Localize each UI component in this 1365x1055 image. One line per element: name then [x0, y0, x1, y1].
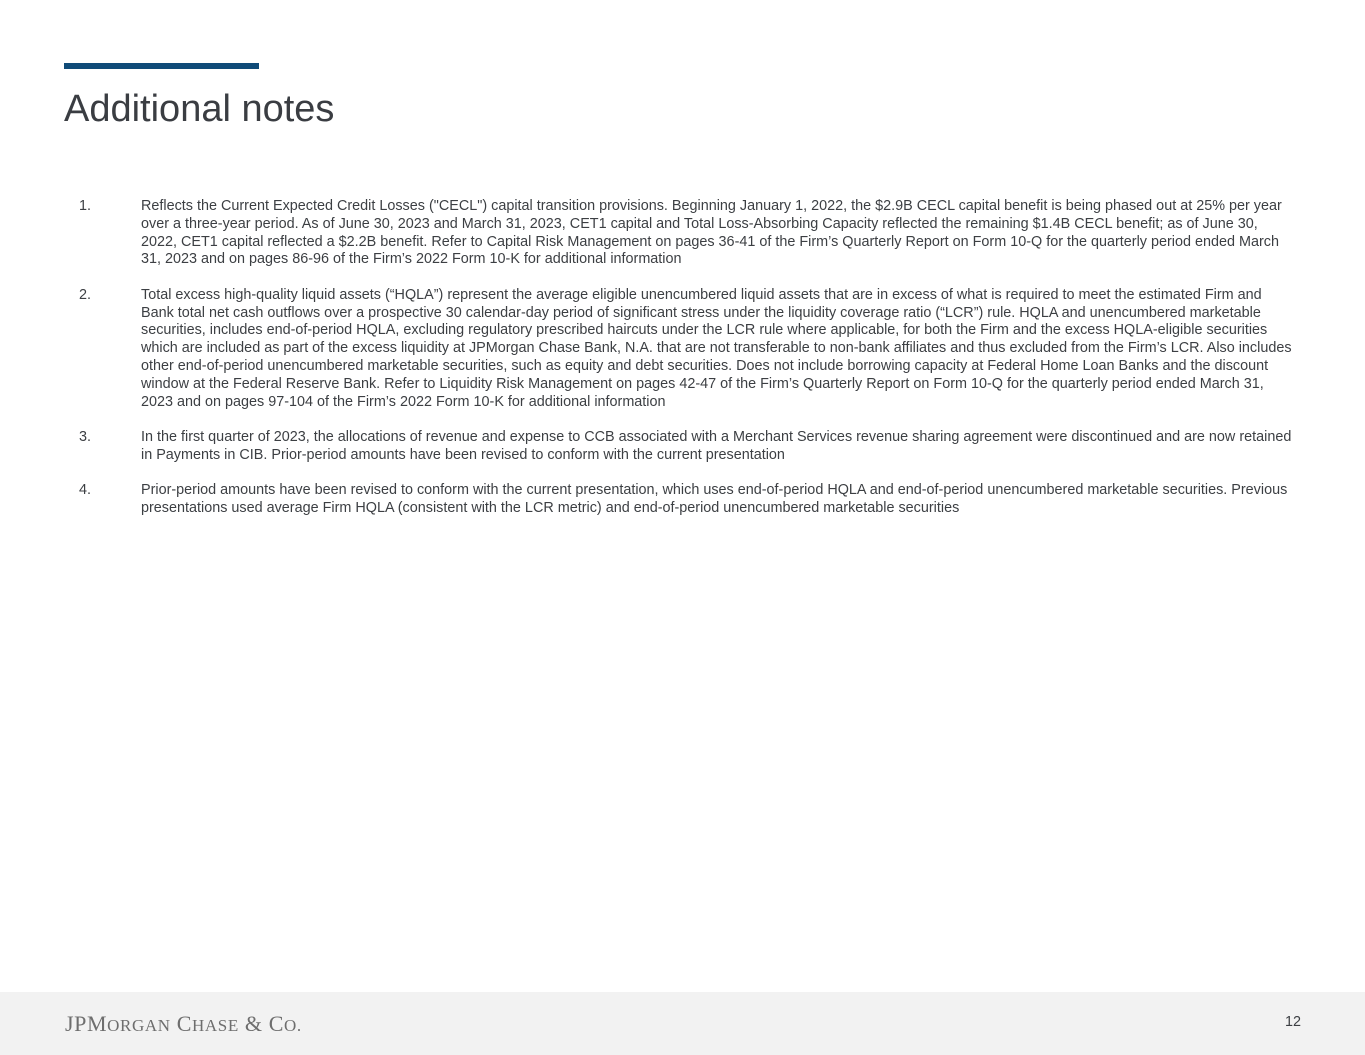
- note-text: Reflects the Current Expected Credit Losses ("CECL") capital transition provisions. Beginning January 1, 2022, the $2.9B CECL capital benefit is being phased out at 25% per year over a three-year period. As of June 30, 2023 and March 31, 2023, CET1 capital and Total Loss-Absorbing Capacity reflected the remaining $1.4B CECL benefit; as of June 30, 2022, CET1 capital reflected a $2.2B benefit. Refer to Capital Risk Management on pages 36-41 of the Firm’s Quarterly Report on Form 10-Q for the quarterly period ended March 31, 2023 and on pages 86-96 of the Firm’s 2022 Form 10-K for additional information: [141, 198, 1282, 268]
- company-logo: JPMORGAN CHASE & CO.: [65, 1011, 302, 1036]
- note-text: Prior-period amounts have been revised to conform with the current presentation, which uses end-of-period HQLA and end-of-period unencumbered marketable securities. Previous presentations used average Firm HQLA (consistent with the LCR metric) and end-of-period unencumbered marketable securities: [141, 482, 1288, 516]
- note-text: Total excess high-quality liquid assets (“HQLA”) represent the average eligible unencumbered liquid assets that are in excess of what is required to meet the estimated Firm and Bank total net cash outflows over a prospective 30 calendar-day period of significant stress under the liquidity coverage ratio (“LCR”) rule. HQLA and unencumbered marketable securities, includes end-of-period HQLA, excluding regulatory prescribed haircuts under the LCR rule where applicable, for both the Firm and the excess HQLA-eligible securities which are included as part of the excess liquidity at JPMorgan Chase Bank, N.A. that are not transferable to non-bank affiliates and thus excluded from the Firm’s LCR. Also includes other end-of-period unencumbered marketable securities, such as equity and debt securities. Does not include borrowing capacity at Federal Home Loan Banks and the discount window at the Federal Reserve Bank. Refer to Liquidity Risk Management on pages 42-47 of the Firm’s Quarterly Report on Form 10-Q for the quarterly period ended March 31, 2023 and on pages 97-104 of the Firm’s 2022 Form 10-K for additional information: [141, 286, 1292, 410]
- page-title: Additional notes: [64, 88, 335, 130]
- note-item: [64, 287, 1294, 412]
- note-text: In the first quarter of 2023, the allocations of revenue and expense to CCB associated with a Merchant Services revenue sharing agreement were discontinued and are now retained in Payments in CIB. Prior-period amounts have been revised to conform with the current presentation: [141, 428, 1292, 463]
- notes-list: [64, 198, 1294, 535]
- title-accent-bar: [64, 63, 259, 69]
- note-number: 3.: [79, 428, 92, 445]
- note-number: 2.: [79, 286, 92, 303]
- note-item: [64, 429, 1294, 465]
- note-number: 4.: [79, 482, 92, 499]
- footer: [0, 992, 1365, 1055]
- note-item: [64, 198, 1294, 269]
- note-item: [64, 482, 1294, 518]
- page-number: 12: [1284, 1014, 1301, 1030]
- note-number: 1.: [79, 198, 92, 214]
